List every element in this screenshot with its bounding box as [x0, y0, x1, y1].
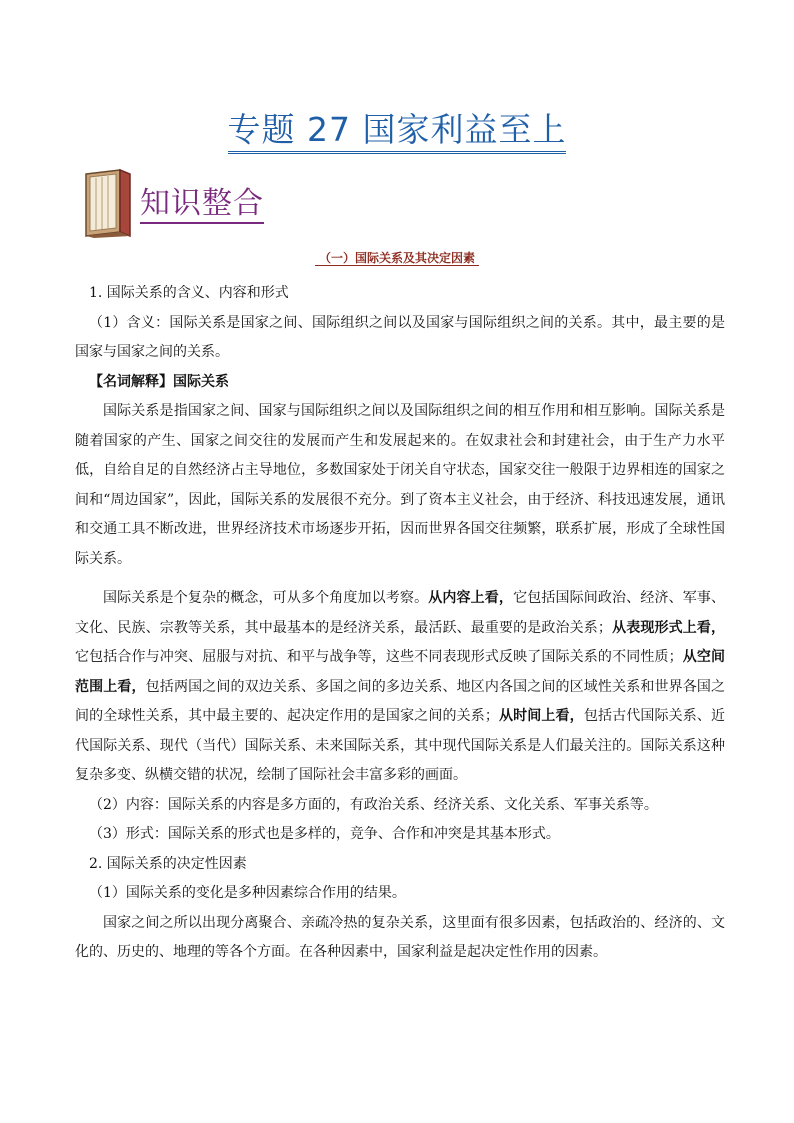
paragraph-1: 1. 国际关系的含义、内容和形式: [89, 285, 289, 301]
book-icon: [80, 168, 134, 238]
paragraph-factors: （1）国际关系的变化是多种因素综合作用的结果。: [89, 885, 406, 901]
aspects-bold-3: 从空间范围上看，: [75, 649, 726, 695]
paragraph-aspects: [75, 584, 725, 791]
paragraph-2: （1）含义：国际关系是国家之间、国际组织之间以及国家与国际组织之间的关系。其中，最主要的是国家与国家之间的关系。: [75, 314, 725, 360]
document-body: [75, 279, 725, 968]
aspects-bold-1: 从内容上看，: [428, 590, 514, 606]
term-label: [75, 368, 725, 398]
term-label-text: 【名词解释】国际关系: [89, 373, 229, 390]
section-heading: 知识整合: [140, 186, 264, 224]
subheading-text: （一）国际关系及其决定因素: [315, 251, 479, 266]
subheading: [0, 249, 794, 266]
aspects-bold-4: 从时间上看，: [498, 708, 584, 724]
paragraph-definition: 国际关系是指国家之间、国家与国际组织之间以及国际组织之间的相互作用和相互影响。国际关系是随着国家的产生、国家之间交往的发展而产生和发展起来的。在奴隶社会和封建社会，由于生产力水平低，自给自足的自然经济占主导地位，多数国家处于闭关自守状态，国家交往一般限于边界相连的国家之间和“周边国家”，因此，国际关系的发展很不充分。到了资本主义社会，由于经济、科技迅速发展，通讯和交通工具不断改进，世界经济技术市场逐步开拓，因而世界各国交往频繁，联系扩展，形成了全球性国际关系。: [75, 403, 725, 567]
paragraph-heading-2: 2. 国际关系的决定性因素: [89, 855, 247, 872]
aspects-bold-2: 从表现形式上看，: [611, 619, 726, 636]
page-title-text: 专题 27 国家利益至上: [228, 110, 567, 154]
aspects-text-5: 包括古代国际关系、近代国际关系、现代（当代）国际关系、未来国际关系，其中现代国际关系是人们最关注的。国际关系这种复杂多变、纵横交错的状况，绘制了国际社会丰富多彩的画面。: [75, 708, 726, 783]
aspects-text-3: 它包括合作与冲突、屈服与对抗、和平与战争等，这些不同表现形式反映了国际关系的不同性质；: [75, 649, 683, 665]
paragraph-national-interest: 国家之间之所以出现分离聚合、亲疏冷热的复杂关系，这里面有很多因素，包括政治的、经济的、文化的、历史的、地理的等各个方面。在各种因素中，国家利益是起决定性作用的因素。: [75, 914, 725, 960]
aspects-text-2: 它包括国际间政治、经济、军事、文化、民族、宗教等关系，其中最基本的是经济关系，最活跃、最重要的是政治关系；: [75, 590, 726, 636]
paragraph-content: （2）内容：国际关系的内容是多方面的，有政治关系、经济关系、文化关系、军事关系等。: [89, 796, 658, 813]
aspects-text-1: 国际关系是个复杂的概念，可从多个角度加以考察。: [103, 590, 429, 606]
page-title: [0, 104, 794, 151]
aspects-text-4: 包括两国之间的双边关系、多国之间的多边关系、地区内各国之间的区域性关系和世界各国之间的全球性关系，其中最主要的、起决定作用的是国家之间的关系；: [75, 678, 726, 724]
paragraph-form: （3）形式：国际关系的形式也是多样的，竞争、合作和冲突是其基本形式。: [89, 826, 560, 842]
